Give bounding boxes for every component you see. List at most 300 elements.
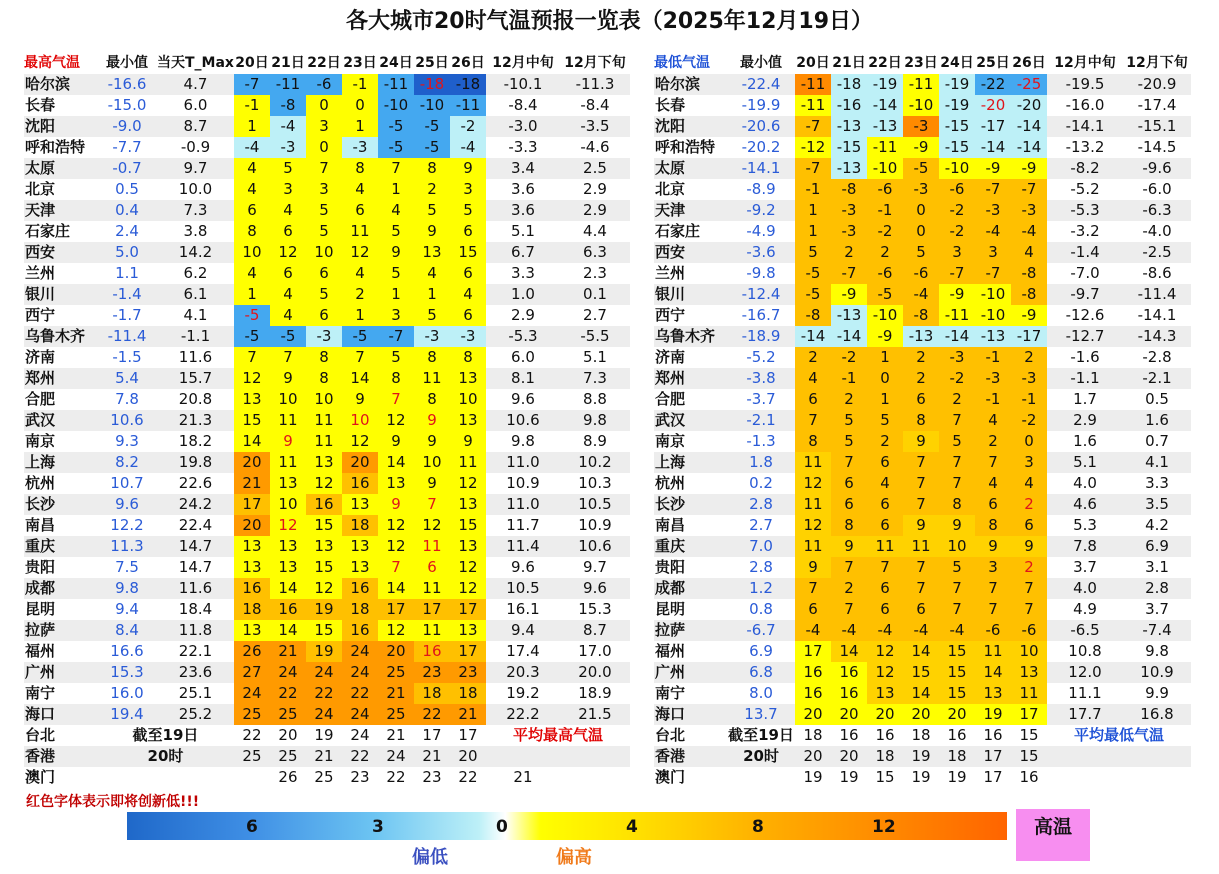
late-dec-cell: -6.0 — [1123, 179, 1191, 200]
forecast-cell: 20 — [939, 704, 975, 725]
forecast-cell: 10 — [342, 410, 378, 431]
forecast-cell: 12 — [342, 431, 378, 452]
mid-dec-cell: 17.4 — [486, 641, 560, 662]
mid-dec-cell: -13.2 — [1047, 137, 1123, 158]
forecast-cell: 6 — [867, 515, 903, 536]
forecast-cell: 7 — [1011, 599, 1047, 620]
forecast-cell: 16 — [831, 725, 867, 746]
min-value-cell: 7.5 — [97, 557, 157, 578]
forecast-cell: 6 — [795, 389, 831, 410]
forecast-cell: 20 — [903, 704, 939, 725]
mid-dec-cell: 8.1 — [486, 368, 560, 389]
mid-dec-cell: -8.2 — [1047, 158, 1123, 179]
min-value-cell: -3.6 — [727, 242, 795, 263]
late-dec-cell: 9.8 — [1123, 641, 1191, 662]
forecast-cell: 9 — [903, 515, 939, 536]
forecast-cell: 24 — [378, 746, 414, 767]
min-value-cell: 2.8 — [727, 494, 795, 515]
forecast-cell: -3 — [903, 116, 939, 137]
min-value-cell: 16.0 — [97, 683, 157, 704]
forecast-cell: 11 — [1011, 683, 1047, 704]
mid-dec-cell: 20.3 — [486, 662, 560, 683]
forecast-cell: 13 — [450, 494, 486, 515]
forecast-cell: 21 — [306, 746, 342, 767]
forecast-cell: 11 — [795, 452, 831, 473]
min-value-cell: 8.2 — [97, 452, 157, 473]
late-dec-cell: 0.1 — [560, 284, 630, 305]
forecast-cell: 13 — [342, 557, 378, 578]
tmax-cell: 25.2 — [157, 704, 234, 725]
late-dec-cell: 3.1 — [1123, 557, 1191, 578]
min-value-cell: 1.8 — [727, 452, 795, 473]
forecast-cell: 3 — [975, 557, 1011, 578]
tmax-cell: 11.6 — [157, 578, 234, 599]
forecast-cell: -3 — [306, 326, 342, 347]
forecast-cell: 2 — [939, 389, 975, 410]
forecast-cell: 7 — [975, 452, 1011, 473]
tmax-cell: 18.4 — [157, 599, 234, 620]
forecast-cell: 5 — [450, 200, 486, 221]
forecast-cell: 18 — [939, 746, 975, 767]
city-name: 长沙 — [24, 494, 97, 515]
forecast-cell: 4 — [270, 200, 306, 221]
city-name: 广州 — [24, 662, 97, 683]
forecast-cell: -14 — [975, 137, 1011, 158]
mid-dec-cell: 11.4 — [486, 536, 560, 557]
forecast-cell: 12 — [378, 515, 414, 536]
forecast-cell: 13 — [234, 536, 270, 557]
forecast-cell: 2 — [342, 284, 378, 305]
forecast-cell: 4 — [975, 410, 1011, 431]
mid-dec-cell — [1047, 746, 1123, 767]
forecast-cell: 7 — [939, 578, 975, 599]
city-name: 哈尔滨 — [654, 74, 727, 95]
forecast-cell: 20 — [378, 641, 414, 662]
forecast-cell: 15 — [939, 641, 975, 662]
forecast-cell: 22 — [450, 767, 486, 788]
mid-dec-cell: 6.0 — [486, 347, 560, 368]
forecast-cell: 1 — [342, 116, 378, 137]
table-row — [654, 305, 1191, 326]
max-header-cell: 24日 — [378, 53, 414, 74]
forecast-cell: 2 — [1011, 494, 1047, 515]
city-name: 澳门 — [654, 767, 727, 788]
mid-dec-cell: -5.3 — [1047, 200, 1123, 221]
forecast-cell: 1 — [234, 116, 270, 137]
forecast-cell: 24 — [342, 725, 378, 746]
forecast-cell: 13 — [867, 683, 903, 704]
table-row — [654, 704, 1191, 725]
forecast-cell: 16 — [975, 725, 1011, 746]
late-dec-cell: -11.3 — [560, 74, 630, 95]
table-row — [24, 200, 630, 221]
forecast-cell: 4 — [270, 305, 306, 326]
mid-dec-cell: -1.4 — [1047, 242, 1123, 263]
forecast-cell: 11 — [795, 536, 831, 557]
min-value-cell: 12.2 — [97, 515, 157, 536]
city-name: 石家庄 — [654, 221, 727, 242]
city-name: 天津 — [24, 200, 97, 221]
forecast-cell: 8 — [306, 368, 342, 389]
forecast-cell: 12 — [378, 536, 414, 557]
city-name: 台北 — [24, 725, 97, 746]
forecast-cell: 7 — [378, 158, 414, 179]
table-row — [24, 641, 630, 662]
forecast-cell: 3 — [378, 305, 414, 326]
forecast-cell: 6 — [342, 200, 378, 221]
late-dec-cell: -2.1 — [1123, 368, 1191, 389]
city-name: 福州 — [24, 641, 97, 662]
forecast-cell: 17 — [414, 599, 450, 620]
forecast-cell: 19 — [306, 725, 342, 746]
forecast-cell: 8 — [306, 347, 342, 368]
forecast-cell: -2 — [1011, 410, 1047, 431]
forecast-cell: 13 — [234, 557, 270, 578]
forecast-cell: -5 — [795, 263, 831, 284]
late-dec-cell — [1123, 746, 1191, 767]
max-header-cell: 20日 — [234, 53, 270, 74]
forecast-cell: -14 — [795, 326, 831, 347]
max-header-cell: 26日 — [450, 53, 486, 74]
mid-dec-cell: 4.0 — [1047, 473, 1123, 494]
min-value-cell: -3.7 — [727, 389, 795, 410]
late-dec-cell: -14.5 — [1123, 137, 1191, 158]
forecast-cell: -3 — [414, 326, 450, 347]
forecast-cell: -20 — [1011, 95, 1047, 116]
forecast-cell: 13 — [306, 536, 342, 557]
forecast-cell: -1 — [831, 368, 867, 389]
forecast-cell: 16 — [342, 620, 378, 641]
mid-dec-cell: 16.1 — [486, 599, 560, 620]
forecast-cell: 11 — [414, 536, 450, 557]
table-row — [24, 347, 630, 368]
forecast-cell: 7 — [939, 452, 975, 473]
forecast-cell: 13 — [414, 242, 450, 263]
table-row — [24, 179, 630, 200]
forecast-cell: -6 — [975, 620, 1011, 641]
city-name: 南京 — [24, 431, 97, 452]
forecast-cell: 2 — [867, 242, 903, 263]
forecast-cell: 14 — [831, 641, 867, 662]
forecast-cell: 18 — [234, 599, 270, 620]
forecast-cell: 9 — [903, 431, 939, 452]
forecast-cell: 11 — [867, 536, 903, 557]
forecast-cell: 5 — [270, 158, 306, 179]
mid-dec-cell: 10.9 — [486, 473, 560, 494]
forecast-cell: 13 — [450, 410, 486, 431]
forecast-cell: -3 — [975, 368, 1011, 389]
forecast-cell: 15 — [939, 683, 975, 704]
forecast-cell: -6 — [939, 179, 975, 200]
forecast-cell: 8 — [342, 158, 378, 179]
forecast-cell: -5 — [867, 284, 903, 305]
forecast-cell: -4 — [939, 620, 975, 641]
forecast-cell: 7 — [939, 599, 975, 620]
mid-dec-cell: 4.0 — [1047, 578, 1123, 599]
forecast-cell: 15 — [939, 662, 975, 683]
forecast-cell: 0 — [1011, 431, 1047, 452]
table-row — [24, 536, 630, 557]
forecast-cell: 23 — [414, 767, 450, 788]
forecast-cell: 19 — [939, 767, 975, 788]
city-name: 西宁 — [654, 305, 727, 326]
forecast-cell: 4 — [414, 263, 450, 284]
forecast-cell: 5 — [306, 200, 342, 221]
tmax-cell: 20.8 — [157, 389, 234, 410]
forecast-cell: 12 — [342, 242, 378, 263]
forecast-cell: -6 — [306, 74, 342, 95]
mid-dec-cell: 2.9 — [1047, 410, 1123, 431]
forecast-cell: 7 — [939, 473, 975, 494]
late-dec-cell: -7.4 — [1123, 620, 1191, 641]
forecast-cell: 14 — [342, 368, 378, 389]
late-dec-cell: -17.4 — [1123, 95, 1191, 116]
late-dec-cell: 10.2 — [560, 452, 630, 473]
forecast-cell: 11 — [795, 494, 831, 515]
forecast-cell: 15 — [867, 767, 903, 788]
forecast-cell: 22 — [378, 767, 414, 788]
min-header-cell: 12月下旬 — [1123, 53, 1191, 74]
page-title: 各大城市20时气温预报一览表（2025年12月19日） — [345, 9, 874, 34]
city-name: 兰州 — [654, 263, 727, 284]
forecast-cell: -4 — [903, 284, 939, 305]
forecast-cell: -10 — [975, 284, 1011, 305]
forecast-cell: -20 — [975, 95, 1011, 116]
forecast-cell: 19 — [831, 767, 867, 788]
forecast-cell: -4 — [1011, 221, 1047, 242]
forecast-cell: 3 — [1011, 452, 1047, 473]
forecast-cell: 6 — [234, 200, 270, 221]
forecast-cell: 26 — [234, 641, 270, 662]
min-value-cell: -9.0 — [97, 116, 157, 137]
forecast-cell: 25 — [306, 767, 342, 788]
forecast-cell: 15 — [903, 662, 939, 683]
mid-dec-cell: -19.5 — [1047, 74, 1123, 95]
forecast-cell: 16 — [414, 641, 450, 662]
forecast-cell: 14 — [378, 578, 414, 599]
forecast-cell: 6 — [306, 263, 342, 284]
forecast-cell: 24 — [342, 704, 378, 725]
forecast-cell: 4 — [270, 284, 306, 305]
forecast-cell: -8 — [1011, 284, 1047, 305]
min-value-cell: 20时 — [97, 746, 234, 767]
min-header-cell: 最小值 — [727, 53, 795, 74]
tmax-cell: 10.0 — [157, 179, 234, 200]
table-row — [24, 389, 630, 410]
table-row — [24, 494, 630, 515]
forecast-cell: -13 — [867, 116, 903, 137]
mid-dec-cell: 11.0 — [486, 494, 560, 515]
min-value-cell: 0.2 — [727, 473, 795, 494]
forecast-cell: -1 — [975, 389, 1011, 410]
table-row — [654, 662, 1191, 683]
late-dec-cell: 21.5 — [560, 704, 630, 725]
forecast-cell: -5 — [234, 305, 270, 326]
forecast-cell: -2 — [450, 116, 486, 137]
table-row — [24, 704, 630, 725]
forecast-cell: 27 — [234, 662, 270, 683]
late-dec-cell: -4.6 — [560, 137, 630, 158]
forecast-cell: 11 — [270, 410, 306, 431]
forecast-cell: 9 — [450, 158, 486, 179]
city-name: 重庆 — [654, 536, 727, 557]
min-value-cell: -9.2 — [727, 200, 795, 221]
min-value-cell: -14.1 — [727, 158, 795, 179]
max-header-cell: 21日 — [270, 53, 306, 74]
forecast-cell: 9 — [414, 431, 450, 452]
forecast-cell: 6 — [414, 557, 450, 578]
table-row — [654, 116, 1191, 137]
forecast-cell: 11 — [270, 452, 306, 473]
forecast-cell: -4 — [975, 221, 1011, 242]
forecast-cell: 7 — [975, 578, 1011, 599]
tmax-cell: 8.7 — [157, 116, 234, 137]
forecast-cell: 9 — [414, 221, 450, 242]
forecast-cell: -18 — [831, 74, 867, 95]
forecast-cell: 9 — [939, 515, 975, 536]
city-name: 上海 — [654, 452, 727, 473]
forecast-cell: -5 — [234, 326, 270, 347]
forecast-cell: 0 — [306, 95, 342, 116]
forecast-cell: -11 — [270, 74, 306, 95]
table-row — [654, 494, 1191, 515]
forecast-cell: 6 — [903, 599, 939, 620]
forecast-cell: -2 — [939, 221, 975, 242]
city-name: 济南 — [24, 347, 97, 368]
mid-dec-cell — [560, 767, 630, 788]
forecast-cell: 7 — [378, 389, 414, 410]
late-dec-cell: 10.9 — [1123, 662, 1191, 683]
late-dec-cell: -8.4 — [560, 95, 630, 116]
forecast-cell: -5 — [378, 137, 414, 158]
tmax-cell: 7.3 — [157, 200, 234, 221]
forecast-cell: 16 — [795, 683, 831, 704]
forecast-cell: -8 — [831, 179, 867, 200]
forecast-cell: 11 — [975, 641, 1011, 662]
min-value-cell: -1.7 — [97, 305, 157, 326]
forecast-cell: 7 — [903, 473, 939, 494]
min-header-cell: 26日 — [1011, 53, 1047, 74]
forecast-cell: 25 — [378, 662, 414, 683]
forecast-cell: -2 — [939, 200, 975, 221]
forecast-cell: -1 — [342, 74, 378, 95]
table-row — [654, 389, 1191, 410]
late-dec-cell: 3.3 — [1123, 473, 1191, 494]
table-row — [24, 158, 630, 179]
min-value-cell: -20.2 — [727, 137, 795, 158]
table-row — [654, 767, 1191, 788]
forecast-cell: 8 — [975, 515, 1011, 536]
forecast-cell: -14 — [1011, 116, 1047, 137]
mid-dec-cell: 11.1 — [1047, 683, 1123, 704]
scale-label-high: 偏高 — [556, 847, 592, 868]
min-value-cell: -3.8 — [727, 368, 795, 389]
table-row — [654, 74, 1191, 95]
new-low-note: 红色字体表示即将创新低!!! — [26, 794, 200, 810]
forecast-cell: 1 — [795, 200, 831, 221]
city-name: 兰州 — [24, 263, 97, 284]
forecast-cell: 17 — [450, 641, 486, 662]
city-name: 太原 — [24, 158, 97, 179]
tmax-cell: 3.8 — [157, 221, 234, 242]
mid-dec-cell: 11.0 — [486, 452, 560, 473]
forecast-cell: 4 — [1011, 242, 1047, 263]
table-row — [654, 641, 1191, 662]
city-name: 北京 — [24, 179, 97, 200]
forecast-cell: -11 — [903, 74, 939, 95]
late-dec-cell: 20.0 — [560, 662, 630, 683]
tmax-cell: 15.7 — [157, 368, 234, 389]
forecast-cell: -5 — [270, 326, 306, 347]
scale-label-low: 偏低 — [412, 847, 448, 868]
forecast-cell: -1 — [975, 347, 1011, 368]
forecast-cell: 11 — [903, 536, 939, 557]
forecast-cell: 17 — [795, 641, 831, 662]
forecast-cell: -7 — [378, 326, 414, 347]
min-value-cell: 11.3 — [97, 536, 157, 557]
city-name: 香港 — [24, 746, 97, 767]
forecast-cell: -4 — [903, 620, 939, 641]
mid-dec-cell: 3.6 — [486, 200, 560, 221]
city-name: 澳门 — [24, 767, 97, 788]
forecast-cell: -4 — [450, 137, 486, 158]
min-value-cell: -11.4 — [97, 326, 157, 347]
forecast-cell: 6 — [270, 221, 306, 242]
city-name: 上海 — [24, 452, 97, 473]
min-value-cell: -20.6 — [727, 116, 795, 137]
mid-dec-cell: -9.7 — [1047, 284, 1123, 305]
scale-tick: 8 — [752, 817, 764, 837]
forecast-cell: 16 — [234, 578, 270, 599]
city-name: 海口 — [654, 704, 727, 725]
min-value-cell: 0.5 — [97, 179, 157, 200]
max-header-cell: 12月下旬 — [560, 53, 630, 74]
forecast-cell: 10 — [939, 536, 975, 557]
tmax-cell: 14.7 — [157, 536, 234, 557]
forecast-cell: -22 — [975, 74, 1011, 95]
forecast-cell: 4 — [1011, 473, 1047, 494]
forecast-cell: 17 — [975, 767, 1011, 788]
late-dec-cell: 4.2 — [1123, 515, 1191, 536]
forecast-cell: -5 — [414, 116, 450, 137]
mid-dec-cell: -7.0 — [1047, 263, 1123, 284]
table-row — [24, 515, 630, 536]
forecast-cell: 0 — [867, 368, 903, 389]
table-row — [24, 368, 630, 389]
forecast-cell: 22 — [342, 683, 378, 704]
city-name: 呼和浩特 — [654, 137, 727, 158]
mid-dec-cell: 1.7 — [1047, 389, 1123, 410]
forecast-cell: 13 — [270, 557, 306, 578]
forecast-cell: -15 — [831, 137, 867, 158]
late-dec-cell: 8.9 — [560, 431, 630, 452]
forecast-cell: 11 — [450, 452, 486, 473]
forecast-cell: 10 — [270, 494, 306, 515]
late-dec-cell: 2.9 — [560, 179, 630, 200]
tmax-cell: 11.8 — [157, 620, 234, 641]
forecast-cell: 6 — [1011, 515, 1047, 536]
forecast-cell: 12 — [270, 515, 306, 536]
late-dec-cell: -4.0 — [1123, 221, 1191, 242]
forecast-cell: -13 — [903, 326, 939, 347]
min-value-cell: 9.6 — [97, 494, 157, 515]
forecast-cell: -13 — [831, 305, 867, 326]
late-dec-cell: 0.5 — [1123, 389, 1191, 410]
late-dec-cell: 8.7 — [560, 620, 630, 641]
forecast-cell: 13 — [975, 683, 1011, 704]
forecast-cell: 16 — [939, 725, 975, 746]
forecast-cell: 7 — [867, 557, 903, 578]
